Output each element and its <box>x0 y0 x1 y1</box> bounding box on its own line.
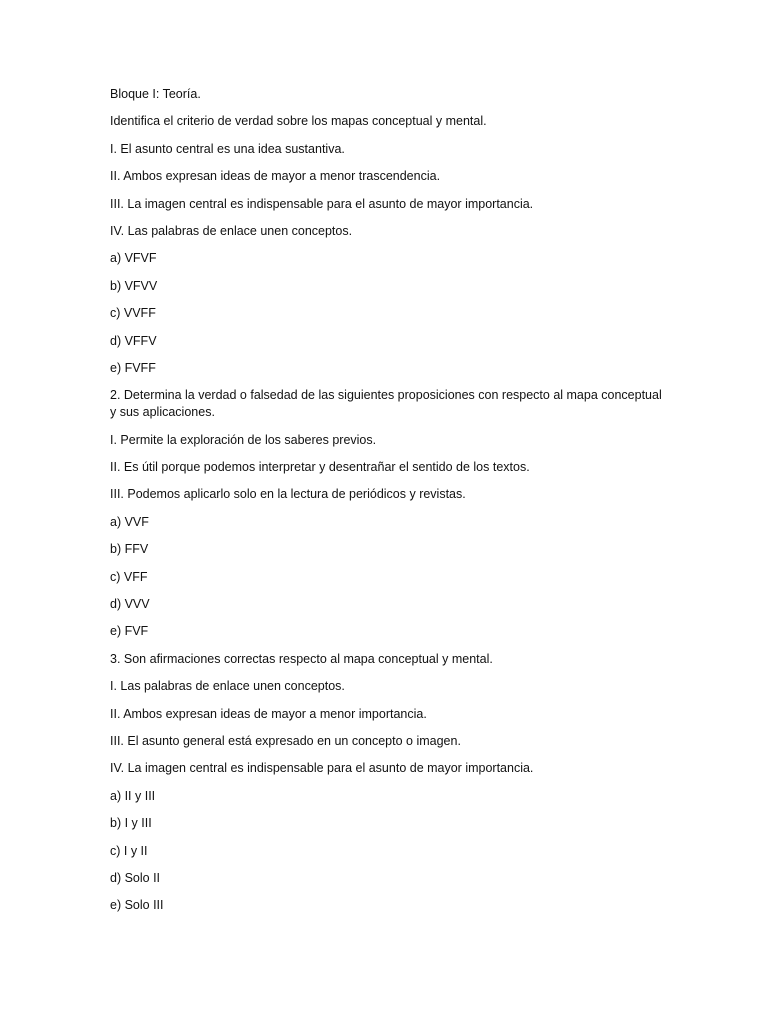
statement: I. Permite la exploración de los saberes previos. <box>110 432 377 447</box>
answer-option: a) II y III <box>110 788 156 803</box>
question-prompt: Identifica el criterio de verdad sobre los mapas conceptual y mental. <box>110 114 487 129</box>
answer-option: e) FVF <box>110 624 149 639</box>
statement: II. Ambos expresan ideas de mayor a menor trascendencia. <box>110 169 441 184</box>
answer-option: d) VFFV <box>110 333 157 348</box>
answer-option: a) VVF <box>110 514 149 529</box>
question-prompt: 3. Son afirmaciones correctas respecto al mapa conceptual y mental. <box>110 651 493 666</box>
statement: II. Ambos expresan ideas de mayor a menor importancia. <box>110 706 427 721</box>
question-3 <box>110 651 670 915</box>
answer-option: b) FFV <box>110 542 149 557</box>
question-prompt: 2. Determina la verdad o falsedad de las siguientes proposiciones con respecto al mapa conceptual y sus aplicaciones. <box>110 388 662 420</box>
block-heading: Bloque I: Teoría. <box>110 87 201 101</box>
statement: I. El asunto central es una idea sustantiva. <box>110 141 345 156</box>
statement: II. Es útil porque podemos interpretar y desentrañar el sentido de los textos. <box>110 460 530 475</box>
answer-option: a) VFVF <box>110 251 157 266</box>
answer-option: c) I y II <box>110 843 148 858</box>
document-page <box>110 86 670 925</box>
answer-option: b) I y III <box>110 816 152 831</box>
statement: IV. La imagen central es indispensable para el asunto de mayor importancia. <box>110 761 534 776</box>
statement: IV. Las palabras de enlace unen conceptos. <box>110 223 353 238</box>
answer-option: b) VFVV <box>110 278 158 293</box>
answer-option: d) Solo II <box>110 870 161 885</box>
question-1 <box>110 113 670 377</box>
answer-option: c) VVFF <box>110 306 156 321</box>
statement: III. Podemos aplicarlo solo en la lectura de periódicos y revistas. <box>110 487 466 502</box>
answer-option: e) FVFF <box>110 360 156 375</box>
answer-option: e) Solo III <box>110 898 164 913</box>
statement: III. La imagen central es indispensable para el asunto de mayor importancia. <box>110 196 534 211</box>
answer-option: d) VVV <box>110 597 150 612</box>
question-2 <box>110 387 670 640</box>
answer-option: c) VFF <box>110 569 148 584</box>
statement: I. Las palabras de enlace unen conceptos. <box>110 679 345 694</box>
statement: III. El asunto general está expresado en un concepto o imagen. <box>110 733 461 748</box>
